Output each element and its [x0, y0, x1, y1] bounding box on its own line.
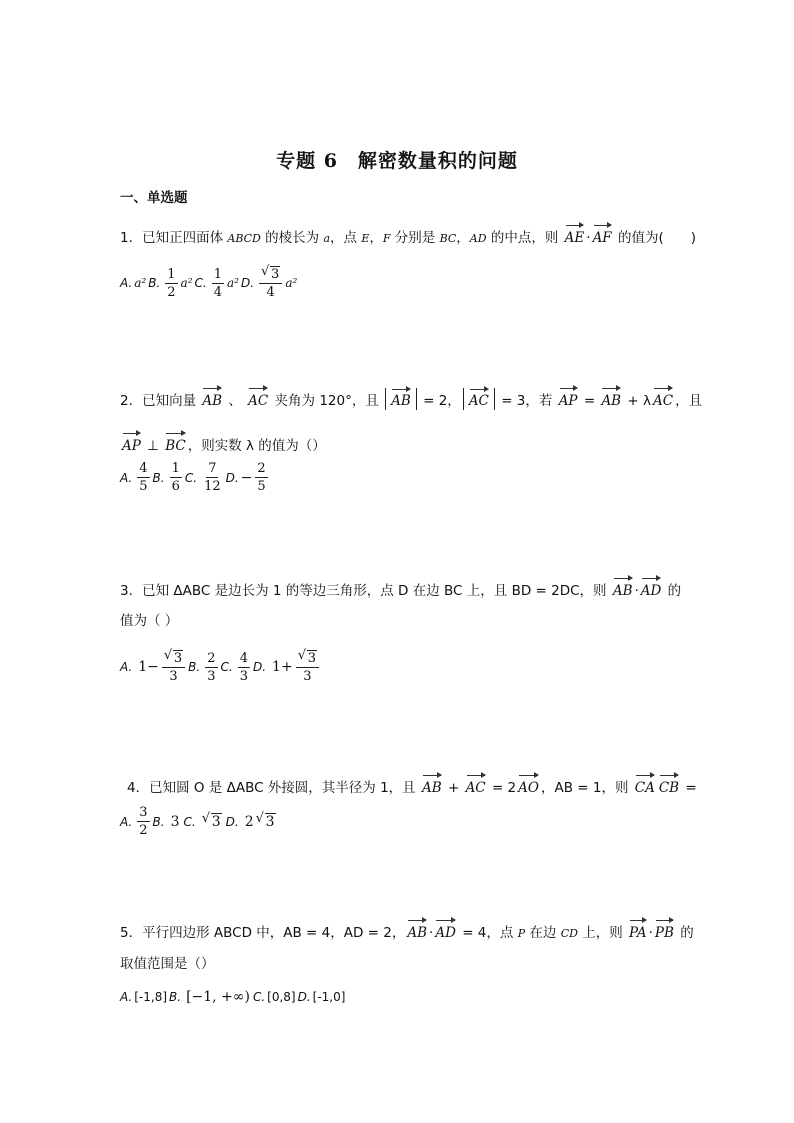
- vector-pb: PB: [655, 919, 674, 943]
- vector-ac: AC: [248, 387, 268, 411]
- q5-text: = 4，点: [457, 925, 518, 941]
- vector-ac: AC: [653, 387, 673, 411]
- denominator: 2: [167, 284, 176, 300]
- q4-options: [120, 805, 276, 838]
- q1-text: 的棱长为: [260, 230, 324, 246]
- denominator: 4: [266, 285, 275, 300]
- q2-text: ，则实数 λ 的值为（）: [187, 438, 326, 454]
- fraction: [137, 461, 149, 494]
- numerator: [296, 650, 319, 668]
- q4-text: = 2: [487, 780, 517, 796]
- q3-text: 已知 ΔABC 是边长为 1 的等边三角形，点 D 在边 BC 上，且 BD = 2DC，则: [142, 583, 611, 599]
- option-c-label: C.: [252, 990, 266, 1004]
- option-a-value: [-1,8]: [134, 990, 168, 1004]
- option-d-label: D.: [225, 814, 239, 829]
- numerator: 2: [207, 650, 216, 666]
- option-a-label: A.: [120, 470, 133, 485]
- q5-number: 5．: [120, 925, 143, 941]
- numerator: 4: [239, 650, 248, 666]
- fraction: [296, 650, 319, 684]
- q3-text: 值为（ ）: [120, 613, 179, 629]
- option-b-value: 3: [170, 813, 180, 830]
- fraction: [202, 461, 223, 494]
- vector-ab: AB: [391, 388, 411, 410]
- numerator: 3: [139, 805, 148, 820]
- option-d-label: D.: [297, 990, 311, 1004]
- q5-text: 上，则: [577, 925, 628, 941]
- vector-ap: AP: [559, 387, 578, 411]
- vector-ac: AC: [466, 774, 486, 798]
- denominator: 12: [204, 479, 221, 494]
- minus-sign: −: [240, 469, 253, 486]
- vector-ac: AC: [469, 388, 489, 410]
- q1-text: a: [323, 232, 331, 245]
- abs-value: [463, 388, 495, 410]
- numerator: 1: [167, 266, 176, 282]
- section-heading: 一、单选题: [120, 190, 188, 206]
- numerator: 7: [208, 461, 217, 476]
- option-a-label: A.: [120, 990, 133, 1004]
- option-d-value: [-1,0]: [312, 990, 346, 1004]
- q3-text: 的: [663, 583, 682, 599]
- q3-options: [120, 650, 322, 684]
- question-2-cont: [120, 432, 326, 456]
- vector-ab: AB: [613, 577, 633, 601]
- option-b-label: B.: [169, 990, 182, 1004]
- dot-operator: ·: [586, 230, 591, 246]
- fraction: [212, 267, 224, 300]
- plus-lambda: + λ: [623, 393, 651, 409]
- numerator: 2: [257, 461, 266, 476]
- option-b-label: B.: [152, 814, 165, 829]
- q2-text: = 2，: [418, 393, 461, 409]
- option-d-label: D.: [225, 470, 239, 485]
- q1-text: BC: [439, 232, 457, 245]
- vector-pa: PA: [629, 919, 647, 943]
- denominator: 3: [303, 669, 312, 684]
- denominator: 2: [139, 823, 148, 838]
- option-c-tail: a²: [227, 276, 239, 290]
- numerator: 1: [171, 461, 180, 476]
- option-d-tail: a²: [285, 276, 298, 290]
- question-3-cont: [120, 611, 178, 631]
- numerator: [259, 266, 282, 284]
- option-a-label: A.: [120, 814, 133, 829]
- option-b-label: B.: [188, 660, 201, 674]
- q2-text: 、: [224, 393, 247, 409]
- question-3: [120, 577, 681, 601]
- vector-ad: AD: [435, 919, 456, 943]
- q1-text: 分别是: [390, 230, 440, 246]
- numerator: [162, 650, 185, 668]
- q1-text: 的中点，则: [486, 230, 563, 246]
- option-c-label: C.: [183, 814, 196, 829]
- q4-text: =: [681, 780, 697, 796]
- fraction: [255, 461, 267, 494]
- sqrt-radicand: √ 3: [265, 813, 276, 830]
- plus: +: [443, 780, 464, 796]
- option-a-prefix: 1−: [138, 659, 159, 675]
- q1-text: 已知正四面体: [142, 230, 228, 246]
- option-c-label: C.: [220, 660, 233, 674]
- q1-options: [120, 266, 297, 300]
- fraction: [205, 651, 217, 684]
- dot-operator: ·: [429, 925, 434, 941]
- q1-number: 1．: [120, 230, 143, 246]
- sqrt-radicand: √ 3: [173, 650, 183, 666]
- option-d-prefix: 1+: [272, 659, 293, 675]
- vector-af: AF: [593, 224, 612, 248]
- q1-text: ABCD: [227, 232, 261, 245]
- q2-text: = 3，若: [496, 393, 557, 409]
- denominator: 4: [213, 284, 222, 300]
- q5-text: 的: [675, 925, 694, 941]
- q1-text: ，点: [330, 230, 362, 246]
- option-a-label: A.: [120, 276, 133, 290]
- fraction: [170, 461, 182, 494]
- q1-text: AD: [469, 232, 487, 245]
- fraction: [259, 266, 282, 300]
- denominator: 3: [207, 668, 216, 684]
- dot-operator: ·: [648, 925, 653, 941]
- option-c-label: C.: [194, 276, 207, 290]
- option-a-label: A.: [120, 660, 133, 674]
- denominator: 6: [171, 479, 180, 494]
- vector-ap: AP: [122, 432, 141, 456]
- question-1: [120, 224, 696, 249]
- q5-text: P: [517, 927, 526, 940]
- q1-text: F: [382, 232, 391, 245]
- option-c-value: [0,8]: [267, 990, 296, 1004]
- vector-ad: AD: [641, 577, 662, 601]
- numerator: 1: [213, 266, 222, 282]
- fraction: [238, 651, 250, 684]
- q3-number: 3．: [120, 583, 143, 599]
- q5-text: 在边: [525, 925, 561, 941]
- question-4: [127, 774, 697, 798]
- q5-text: 平行四边形 ABCD 中，AB = 4，AD = 2，: [142, 925, 406, 941]
- vector-ab: AB: [601, 387, 621, 411]
- q1-text: 的值为( ): [613, 230, 697, 246]
- vector-cb: CB: [659, 774, 679, 798]
- sqrt-radicand: √ 3: [211, 813, 222, 830]
- q2-text: 已知向量: [142, 393, 201, 409]
- q1-text: E: [361, 232, 370, 245]
- denominator: 5: [139, 479, 148, 494]
- q5-options: [120, 989, 345, 1005]
- dot-operator: ·: [634, 583, 639, 599]
- q2-options: [120, 461, 271, 494]
- option-b-label: B.: [152, 470, 165, 485]
- page-title: 专题 6 解密数量积的问题: [276, 150, 518, 172]
- option-b-label: B.: [148, 276, 161, 290]
- q5-text: 取值范围是（）: [120, 956, 215, 972]
- q4-text: ，AB = 1，则: [540, 780, 633, 796]
- sqrt-radicand: √ 3: [270, 266, 280, 282]
- q2-text: ，且: [675, 393, 703, 409]
- option-b-value: [−1, +∞): [186, 989, 250, 1005]
- q1-text: ，: [456, 230, 470, 246]
- question-5-cont: [120, 954, 215, 974]
- vector-ab: AB: [202, 387, 222, 411]
- q4-number: 4．: [127, 780, 150, 796]
- vector-ae: AE: [565, 224, 585, 248]
- denominator: 5: [257, 479, 266, 494]
- vector-ab: AB: [422, 774, 442, 798]
- denominator: 3: [169, 669, 178, 684]
- option-c-value: [210, 813, 222, 830]
- q2-number: 2．: [120, 393, 143, 409]
- q4-text: 已知圆 O 是 ΔABC 外接圆，其半径为 1，且: [149, 780, 420, 796]
- abs-value: [385, 388, 417, 410]
- option-d-label: D.: [240, 276, 255, 290]
- question-2: [120, 387, 702, 411]
- option-b-tail: a²: [180, 276, 193, 290]
- vector-ca: CA: [635, 774, 655, 798]
- q1-text: ，: [369, 230, 383, 246]
- q5-text: CD: [560, 927, 578, 940]
- option-c-label: C.: [184, 470, 198, 485]
- vector-ao: AO: [518, 774, 539, 798]
- fraction: [162, 650, 185, 684]
- vector-bc: BC: [165, 432, 186, 456]
- option-a-value: a²: [134, 276, 147, 290]
- fraction: [165, 267, 177, 300]
- denominator: 3: [239, 668, 248, 684]
- perp-symbol: ⊥: [142, 438, 164, 454]
- q2-text: 夹角为 120°，且: [270, 393, 384, 409]
- equals: =: [579, 393, 600, 409]
- option-d-value: [264, 813, 276, 830]
- option-d-label: D.: [252, 660, 267, 674]
- option-d-coef: 2: [244, 813, 254, 830]
- vector-ab: AB: [407, 919, 427, 943]
- numerator: 4: [139, 461, 148, 476]
- sqrt-radicand: √ 3: [307, 650, 317, 666]
- fraction: [137, 805, 149, 838]
- question-5: [120, 919, 694, 944]
